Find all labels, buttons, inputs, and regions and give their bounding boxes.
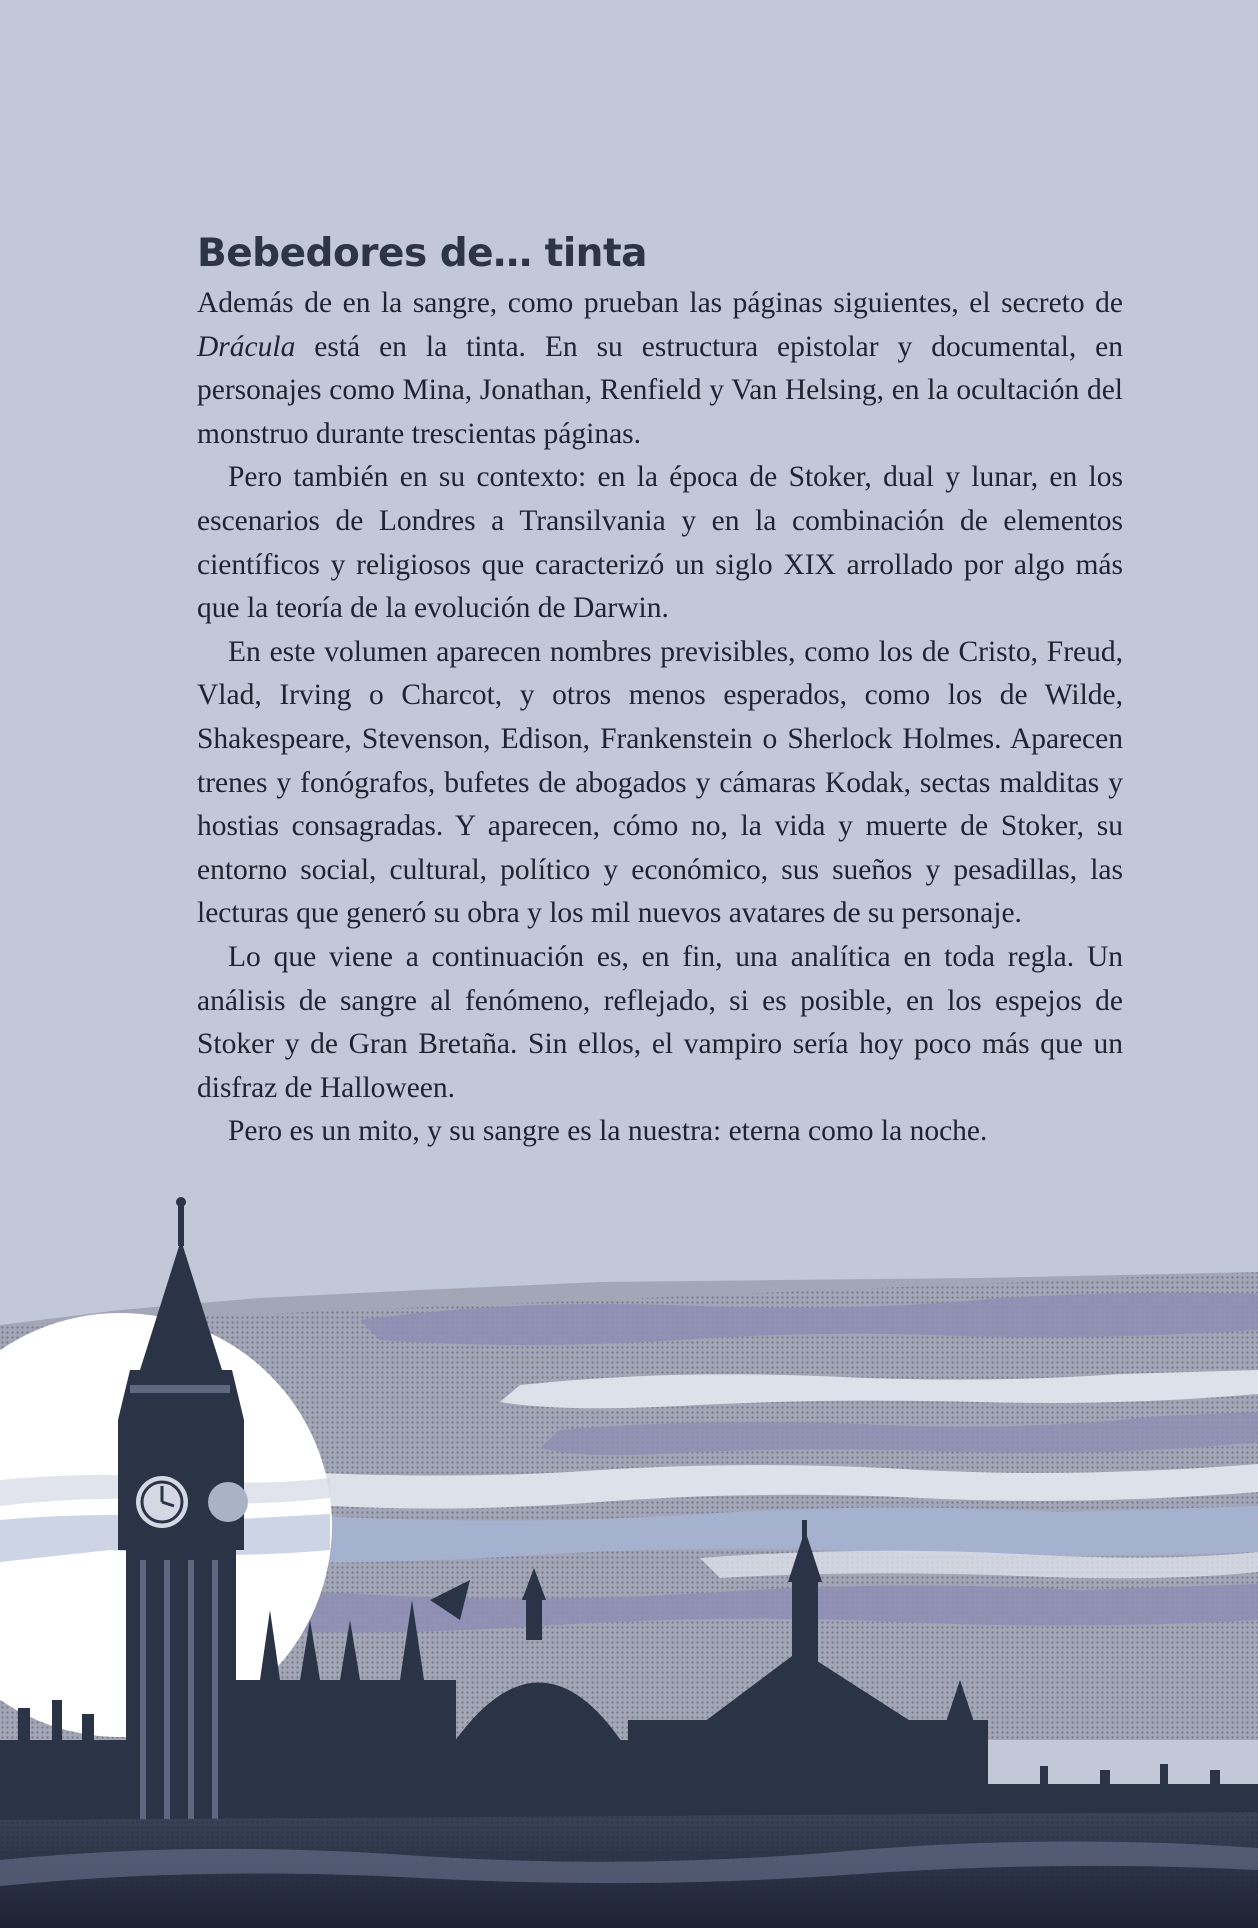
paragraph-2: Pero también en su contexto: en la época de Stoker, dual y lunar, en los escenarios de Londres a Transilvania y en la combinación de elementos científicos y religiosos que caracterizó un siglo XIX arrollado por algo más que la teoría de la evolución de Darwin. [197, 461, 1123, 625]
paragraph-4: Lo que viene a continuación es, en fin, una analítica en toda regla. Un análisis de sangre al fenómeno, reflejado, si es posible, en los espejos de Stoker y de Gran Bretaña. Sin ellos, el vampiro sería hoy poco más que un disfraz de Halloween. [197, 940, 1123, 1104]
article-heading: Bebedores de… tinta [197, 231, 647, 276]
london-skyline-illustration [0, 1180, 1258, 1928]
paragraph-3: En este volumen aparecen nombres previsibles, como los de Cristo, Freud, Vlad, Irving o Charcot, y otros menos esperados, como los de Wilde, Shakespeare, Stevenson, Edison, Frankenstein o Sherlock Holmes. Aparecen trenes y fonógrafos, bufetes de abogados y cámaras Kodak, sectas malditas y hostias consagradas. Y aparecen, cómo no, la vida y muerte de Stoker, su entorno social, cultural, político y económico, sus sueños y pesadillas, las lecturas que generó su obra y los mil nuevos avatares de su personaje. [197, 635, 1123, 930]
article [197, 228, 1123, 1154]
paragraph-1 [197, 282, 1123, 456]
big-ben-tower [118, 1197, 248, 1840]
paragraph-5: Pero es un mito, y su sangre es la nuestra: eterna como la noche. [228, 1115, 988, 1148]
paragraph-1-start: Además de en la sangre, como prueban las páginas siguientes, el secreto de [197, 287, 1123, 319]
paragraph-1-end: está en la tinta. En su estructura epistolar y documental, en personajes como Mina, Jonathan, Renfield y Van Helsing, en la ocultación del monstruo durante trescientas páginas. [197, 330, 1123, 450]
book-title-italic: Drácula [197, 330, 296, 363]
